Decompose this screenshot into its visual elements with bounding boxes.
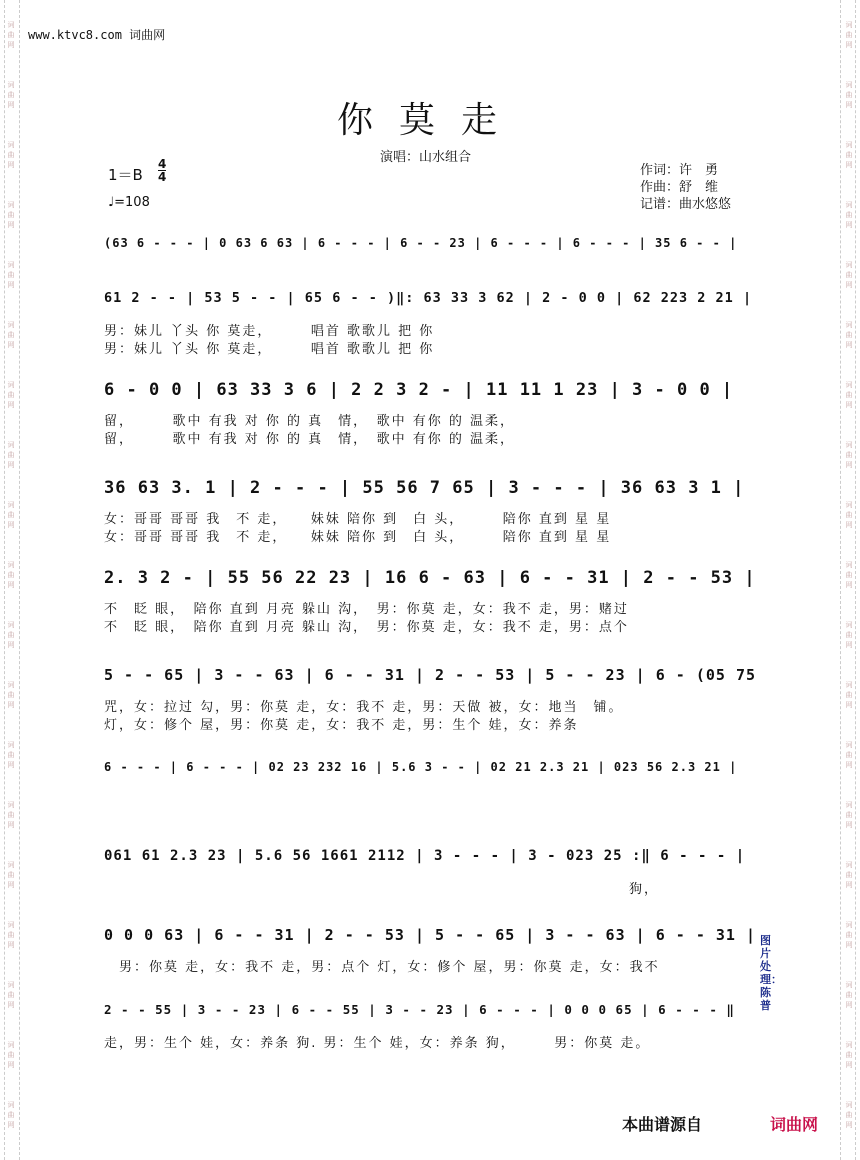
watermark-glyph: 词 曲 网 bbox=[7, 21, 15, 49]
lyric-line: 女：哥哥 哥哥 我 不 走， 妹妹 陪你 到 白 头， 陪你 直到 星 星 bbox=[104, 512, 612, 527]
watermark-glyph: 词 曲 网 bbox=[7, 81, 15, 109]
watermark-glyph: 词 曲 网 bbox=[845, 381, 853, 409]
watermark-glyph: 词 曲 网 bbox=[845, 81, 853, 109]
tempo-mark: ♩=108 bbox=[108, 195, 150, 210]
lyric-line: 留， 歌中 有我 对 你 的 真 情， 歌中 有你 的 温柔， bbox=[104, 432, 516, 447]
watermark-glyph: 词 曲 网 bbox=[7, 141, 15, 169]
watermark-glyph: 词 曲 网 bbox=[845, 321, 853, 349]
watermark-glyph: 词 曲 网 bbox=[7, 501, 15, 529]
lyric-line: 男：妹儿 丫头 你 莫走， 唱首 歌歌儿 把 你 bbox=[104, 342, 435, 357]
watermark-glyph: 词 曲 网 bbox=[845, 21, 853, 49]
watermark-glyph: 词 曲 网 bbox=[7, 801, 15, 829]
time-sig-bottom: 4 bbox=[158, 170, 167, 184]
lyric-line: 男：你莫 走，女：我不 走，男：点个 灯，女：修个 屋，男：你莫 走，女：我不 bbox=[104, 960, 660, 975]
composer: 作曲：舒 维 bbox=[640, 180, 719, 195]
watermark-glyph: 词 曲 网 bbox=[845, 861, 853, 889]
watermark-glyph: 词 曲 网 bbox=[845, 741, 853, 769]
notation-line: 6 - - - | 6 - - - | 02 23 232 16 | 5.6 3 - - | 02 21 2.3 21 | 023 56 2.3 21 | bbox=[104, 760, 738, 774]
watermark-glyph: 词 曲 网 bbox=[845, 501, 853, 529]
notation-line: 2 - - 55 | 3 - - 23 | 6 - - 55 | 3 - - 23 | 6 - - - | 0 0 0 65 | 6 - - - ‖ bbox=[104, 1002, 735, 1017]
lyric-line: 灯，女：修个 屋，男：你莫 走，女：我不 走，男：生个 娃，女：养条 bbox=[104, 718, 579, 733]
watermark-glyph: 词 曲 网 bbox=[845, 441, 853, 469]
lyric-line: 女：哥哥 哥哥 我 不 走， 妹妹 陪你 到 白 头， 陪你 直到 星 星 bbox=[104, 530, 612, 545]
watermark-glyph: 词 曲 网 bbox=[7, 441, 15, 469]
score-row bbox=[104, 760, 756, 794]
lyric-line: 留， 歌中 有我 对 你 的 真 情， 歌中 有你 的 温柔， bbox=[104, 414, 516, 429]
watermark-glyph: 词 曲 网 bbox=[7, 321, 15, 349]
song-title: 你莫走 bbox=[336, 100, 523, 141]
watermark-glyph: 词 曲 网 bbox=[7, 681, 15, 709]
score-row bbox=[104, 848, 756, 897]
score-row bbox=[104, 568, 756, 635]
watermark-glyph: 词 曲 网 bbox=[845, 561, 853, 589]
notation-line: 2. 3 2 - | 55 56 22 23 | 16 6 - 63 | 6 - - 31 | 2 - - 53 | bbox=[104, 568, 756, 588]
notation-line: 061 61 2.3 23 | 5.6 56 1661 2112 | 3 - - - | 3 - 023 25 :‖ 6 - - - | bbox=[104, 848, 746, 864]
watermark-glyph: 词 曲 网 bbox=[7, 741, 15, 769]
watermark-glyph: 词 曲 网 bbox=[7, 621, 15, 649]
watermark-glyph: 词 曲 网 bbox=[845, 261, 853, 289]
lyricist: 作词：许 勇 bbox=[640, 163, 719, 178]
time-sig-top: 4 bbox=[158, 157, 167, 171]
credits-block bbox=[640, 162, 731, 213]
watermark-glyph: 词 曲 网 bbox=[845, 981, 853, 1009]
score-row bbox=[104, 926, 756, 975]
watermark-glyph: 词 曲 网 bbox=[845, 1041, 853, 1069]
watermark-glyph: 词 曲 网 bbox=[845, 801, 853, 829]
score-row bbox=[104, 290, 756, 357]
lyric-line: 男：妹儿 丫头 你 莫走， 唱首 歌歌儿 把 你 bbox=[104, 324, 435, 339]
watermark-glyph: 词 曲 网 bbox=[845, 201, 853, 229]
score-row bbox=[104, 1002, 756, 1051]
footer-brand[interactable]: 词曲网 bbox=[770, 1115, 819, 1134]
notation-line: 0 0 0 63 | 6 - - 31 | 2 - - 53 | 5 - - 65 | 3 - - 63 | 6 - - 31 | bbox=[104, 926, 756, 944]
watermark-glyph: 词 曲 网 bbox=[7, 981, 15, 1009]
transcriber: 记谱：曲水悠悠 bbox=[640, 197, 732, 212]
notation-line: 61 2 - - | 53 5 - - | 65 6 - - )‖: 63 33 3 62 | 2 - 0 0 | 62 223 2 21 | bbox=[104, 290, 753, 306]
watermark-glyph: 词 曲 网 bbox=[845, 141, 853, 169]
notation-line: (63 6 - - - | 0 63 6 63 | 6 - - - | 6 - - 23 | 6 - - - | 6 - - - | 35 6 - - | bbox=[104, 236, 738, 250]
watermark-glyph: 词 曲 网 bbox=[7, 921, 15, 949]
watermark-glyph: 词 曲 网 bbox=[845, 921, 853, 949]
notation-line: 5 - - 65 | 3 - - 63 | 6 - - 31 | 2 - - 53 | 5 - - 23 | 6 - (05 75 bbox=[104, 666, 756, 684]
time-signature bbox=[158, 158, 166, 183]
watermark-glyph: 词 曲 网 bbox=[7, 201, 15, 229]
lyric-line: 咒，女：拉过 勾，男：你莫 走，女：我不 走，男：天做 被，女：地当 铺。 bbox=[104, 700, 624, 715]
watermark-glyph: 词 曲 网 bbox=[845, 621, 853, 649]
notation-line: 36 63 3. 1 | 2 - - - | 55 56 7 65 | 3 - - - | 36 63 3 1 | bbox=[104, 478, 745, 498]
watermark-glyph: 词 曲 网 bbox=[7, 261, 15, 289]
footer-source: 本曲谱源自 bbox=[622, 1115, 703, 1134]
notation-line: 6 - 0 0 | 63 33 3 6 | 2 2 3 2 - | 11 11 1 23 | 3 - 0 0 | bbox=[104, 380, 734, 400]
lyric-line: 不 眨 眼， 陪你 直到 月亮 躲山 沟， 男：你莫 走，女：我不 走，男：点个 bbox=[104, 620, 629, 635]
watermark-glyph: 词 曲 网 bbox=[7, 861, 15, 889]
score-row bbox=[104, 666, 756, 733]
side-credit: 图片处理：陈普 bbox=[760, 934, 782, 1012]
watermark-glyph: 词 曲 网 bbox=[7, 1041, 15, 1069]
key-signature: 1＝B bbox=[108, 166, 143, 184]
watermark-glyph: 词 曲 网 bbox=[7, 561, 15, 589]
site-header[interactable]: www.ktvc8.com 词曲网 bbox=[28, 28, 166, 42]
watermark-glyph: 词 曲 网 bbox=[845, 681, 853, 709]
score-row bbox=[104, 380, 756, 447]
lyric-line: 狗， bbox=[104, 882, 660, 897]
score-row bbox=[104, 236, 756, 270]
lyric-line: 不 眨 眼， 陪你 直到 月亮 躲山 沟， 男：你莫 走，女：我不 走，男：赌过 bbox=[104, 602, 629, 617]
lyric-line: 走，男：生个 娃，女：养条 狗. 男：生个 娃，女：养条 狗， 男：你莫 走。 bbox=[104, 1036, 651, 1051]
singer-line: 演唱：山水组合 bbox=[380, 150, 472, 165]
watermark-glyph: 词 曲 网 bbox=[845, 1101, 853, 1129]
watermark-glyph: 词 曲 网 bbox=[7, 1101, 15, 1129]
score-row bbox=[104, 478, 756, 545]
watermark-glyph: 词 曲 网 bbox=[7, 381, 15, 409]
